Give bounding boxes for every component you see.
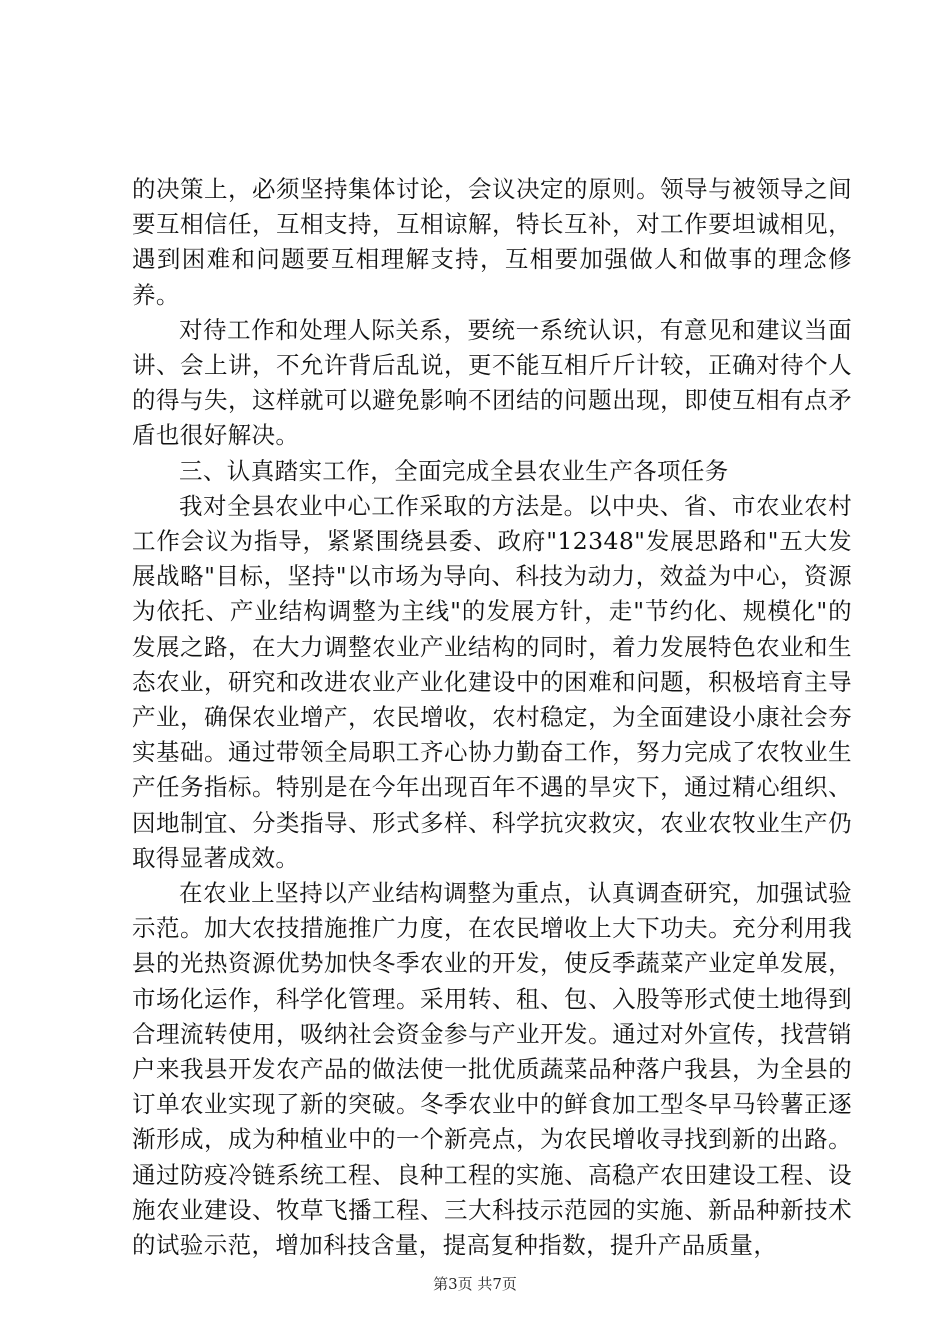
document-body xyxy=(132,172,852,1263)
paragraph: 的决策上，必须坚持集体讨论，会议决定的原则。领导与被领导之间要互相信任，互相支持，互相谅解，特长互补，对工作要坦诚相见，遇到困难和问题要互相理解支持，互相要加强做人和做事的理念修养。 xyxy=(132,175,852,309)
paragraph: 对待工作和处理人际关系，要统一系统认识，有意见和建议当面讲、会上讲，不允许背后乱说，更不能互相斤斤计较，正确对待个人的得与失，这样就可以避免影响不团结的问题出现，即使互相有点矛盾也很好解决。 xyxy=(132,315,852,450)
paragraph: 在农业上坚持以产业结构调整为重点，认真调查研究，加强试验示范。加大农技措施推广力度，在农民增收上大下功夫。充分利用我县的光热资源优势加快冬季农业的开发，使反季蔬菜产业定单发展，市场化运作，科学化管理。采用转、租、包、入股等形式使土地得到合理流转使用，吸纳社会资金参与产业开发。通过对外宣传，找营销户来我县开发农产品的做法使一批优质蔬菜品种落户我县，为全县的订单农业实现了新的突破。冬季农业中的鲜食加工型冬早马铃薯正逐渐形成，成为种植业中的一个新亮点，为农民增收寻找到新的出路。通过防疫冷链系统工程、良种工程的实施、高稳产农田建设工程、设施农业建设、牧草飞播工程、三大科技示范园的实施、新品种新技术的试验示范，增加科技含量，提高复种指数，提升产品质量， xyxy=(132,879,852,1260)
page-footer: 第3页 共7页 xyxy=(433,1275,517,1293)
section-heading: 三、认真踏实工作，全面完成全县农业生产各项任务 xyxy=(179,456,729,485)
paragraph: 我对全县农业中心工作采取的方法是。以中央、省、市农业农村工作会议为指导，紧紧围绕县委、政府"12348"发展思路和"五大发展战略"目标，坚持"以市场为导向、科技为动力，效益为中心，资源为依托、产业结构调整为主线"的发展方针，走"节约化、规模化"的发展之路，在大力调整农业产业结构的同时，着力发展特色农业和生态农业，研究和改进农业产业化建设中的困难和问题，积极培育主导产业，确保农业增产，农民增收，农村稳定，为全面建设小康社会夯实基础。通过带领全局职工齐心协力勤奋工作，努力完成了农牧业生产任务指标。特别是在今年出现百年不遇的旱灾下，通过精心组织、因地制宜、分类指导、形式多样、科学抗灾救灾，农业农牧业生产仍取得显著成效。 xyxy=(132,491,852,872)
